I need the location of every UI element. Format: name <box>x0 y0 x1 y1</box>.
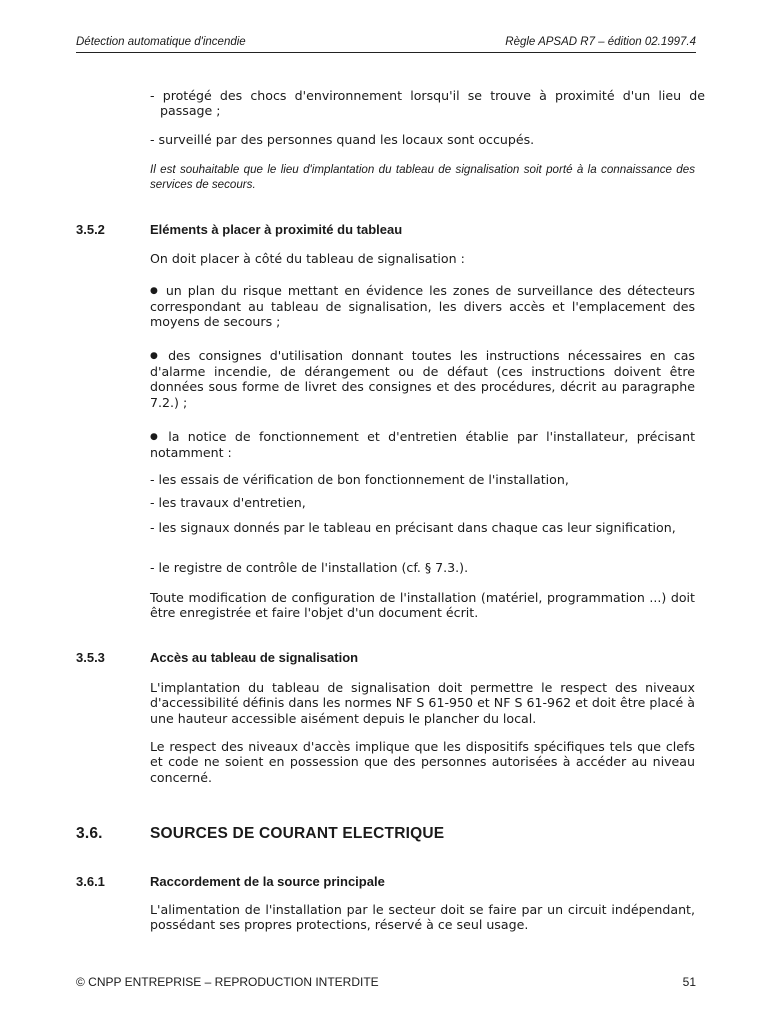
sub-item-1: - les essais de vérification de bon fonctionnement de l'installation, <box>150 472 569 487</box>
sub-item-3: - les signaux donnés par le tableau en précisant dans chaque cas leur signification, <box>150 520 676 535</box>
section-3-5-3-number: 3.5.3 <box>76 650 105 665</box>
section-3-5-3-paragraph-1: L'implantation du tableau de signalisation doit permettre le respect des niveaux d'accessibilité définis dans les normes NF S 61-950 et NF S 61-962 et doit être placé à une hauteur accessible aisément depuis le plancher du local. <box>150 680 695 726</box>
bullet-icon: ● <box>150 431 163 442</box>
section-3-5-3-title: Accès au tableau de signalisation <box>150 650 359 665</box>
intro-item-1: - protégé des chocs d'environnement lorsqu'il se trouve à proximité d'un lieu de passage ; <box>150 88 705 119</box>
section-3-5-2-closing: Toute modification de configuration de l'installation (matériel, programmation ...) doit être enregistrée et faire l'objet d'un document écrit. <box>150 590 695 621</box>
section-3-6-1-number: 3.6.1 <box>76 874 105 889</box>
intro-item-2: - surveillé par des personnes quand les locaux sont occupés. <box>150 132 535 147</box>
section-3-6-title: SOURCES DE COURANT ELECTRIQUE <box>150 825 445 842</box>
bullet-item: ● la notice de fonctionnement et d'entretien établie par l'installateur, précisant notamment : <box>150 429 696 461</box>
sub-item-2: - les travaux d'entretien, <box>150 495 306 510</box>
page-number: 51 <box>682 975 696 989</box>
section-3-6-1-paragraph: L'alimentation de l'installation par le secteur doit se faire par un circuit indépendant, possédant ses propres protections, réservé à ce seul usage. <box>150 902 695 933</box>
section-3-5-2-lead: On doit placer à côté du tableau de signalisation : <box>150 251 465 266</box>
section-3-5-3-paragraph-2: Le respect des niveaux d'accès implique que les dispositifs spécifiques tels que clefs et code ne soient en possession que des personnes autorisées à accéder au niveau concerné. <box>150 739 695 785</box>
section-3-5-2-title: Eléments à placer à proximité du tableau <box>150 222 403 237</box>
header-left: Détection automatique d'incendie <box>76 36 246 48</box>
intro-note: Il est souhaitable que le lieu d'implantation du tableau de signalisation soit porté à la connaissance des services de secours. <box>150 163 695 191</box>
bullet-item: ● des consignes d'utilisation donnant toutes les instructions nécessaires en cas d'alarme incendie, de dérangement ou de défaut (ces instructions doivent être données sous forme de livret des consignes et des procédures, décrit au paragraphe 7.2.) ; <box>150 348 695 410</box>
header-rule <box>76 52 696 53</box>
bullet-icon: ● <box>150 350 163 361</box>
page-footer <box>76 975 696 989</box>
bullet-item: ● un plan du risque mettant en évidence les zones de surveillance des détecteurs correspondant au tableau de signalisation, les divers accès et l'emplacement des moyens de secours ; <box>150 283 695 330</box>
section-3-6-number: 3.6. <box>76 825 103 842</box>
section-3-5-2-number: 3.5.2 <box>76 222 105 237</box>
bullet-icon: ● <box>150 285 160 296</box>
header-right: Règle APSAD R7 – édition 02.1997.4 <box>505 36 696 48</box>
footer-copyright: © CNPP ENTREPRISE – REPRODUCTION INTERDITE <box>76 975 379 989</box>
section-3-6-1-title: Raccordement de la source principale <box>150 874 385 889</box>
sub-item-4: - le registre de contrôle de l'installation (cf. § 7.3.). <box>150 560 469 575</box>
page-header <box>76 36 696 50</box>
